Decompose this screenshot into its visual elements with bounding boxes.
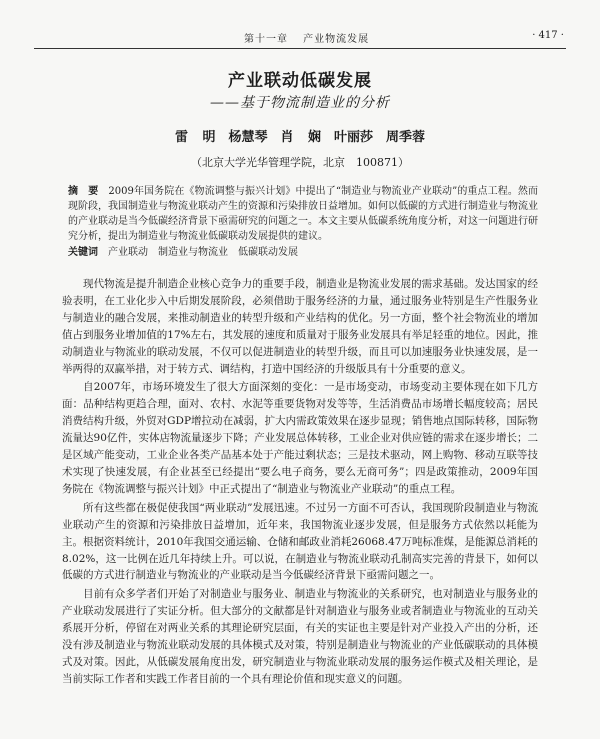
affiliation: （北京大学光华管理学院，北京 100871） [191,156,409,169]
running-header [34,30,566,49]
abstract-label: 摘 要 [68,186,99,197]
body-text [62,276,538,690]
page-number: · 417 · [532,30,564,41]
paragraph: 自2007年，市场环境发生了很大方面深刻的变化：一是市场变动，市场变动主要体现在如下几方面：品种结构更趋合理，面对、农村、水泥等重要货物对发等等，生活消费品市场增长幅度较高；居民消费结构升级，外贸对GDP增拉动在减弱，扩大内需政策效果在逐步显现；销售地点国际转移，国际物流量达90亿件，实体店物流量逐步下降；产业发展总体转移，工业企业对供应链的需求在逐步增长；二是区域产能变动，工业企业各类产品基本处于产能过剩状态；三是技术驱动，网上购物、移动互联等技术实现了快速发展，有企业甚至已经提出“要么电子商务，要么无商可务”；四是政策推动，2009年国务院在《物流调整与振兴计划》中正式提出了“制造业与物流业产业联动”的重点工程。 [62,381,538,495]
keywords-text: 产业联动 制造业与物流业 低碳联动发展 [108,247,298,258]
paragraph: 现代物流是提升制造企业核心竞争力的重要手段，制造业是物流业发展的需求基础。发达国家的经验表明，在工业化步入中后期发展阶段，必须借助于服务经济的力量，通过服务业特别是生产性服务业与制造业的融合发展，来推动制造业的转型升级和产业结构的优化。另一方面，整个社会物流业的增加值占到服务业增加值的17%左右，其发展的速度和质量对于服务业发展具有举足轻重的地位。因此，推动制造业与物流业的联动发展，不仅可以促进制造业的转型升级，而且可以加速服务业快速发展，是一举两得的双赢举措，对于转方式、调结构，打造中国经济的升级版具有十分重要的意义。 [62,278,538,375]
paragraph: 目前有众多学者们开始了对制造业与服务业、制造业与物流业的关系研究，也对制造业与服务业的产业联动发展进行了实证分析。但大部分的文献都是针对制造业与服务业或者制造业与物流业的互动关系展开分析，停留在对两业关系的其理论研究层面，有关的实证也主要是针对产业投入产出的分析，还没有涉及制造业与物流业联动发展的具体模式及对策，特别是制造业与物流业的产业低碳联动的具体模式及对策。因此，从低碳发展角度出发，研究制造业与物流业联动发展的服务运作模式及相关理论，是当前实际工作者和实践工作者目前的一个具有理论价值和现实意义的问题。 [62,588,538,685]
paper-title: 产业联动低碳发展 [228,71,372,91]
abstract-text: 2009年国务院在《物流调整与振兴计划》中提出了“制造业与物流业产业联动”的重点工程。然而现阶段，我国制造业与物流业联动产生的资源和污染排放日益增加。如何以低碳的方式进行制造业与物流业的产业联动是当今低碳经济背景下亟需研究的问题之一。本文主要从低碳系统角度分析，对这一问题进行研究分析，提出为制造业与物流业低碳联动发展提供的建议。 [68,186,539,242]
abstract [68,184,538,244]
paragraph: 所有这些都在极促使我国“两业联动”发展迅速。不过另一方面不可否认，我国现阶段制造业与物流业联动产生的资源和污染排放日益增加，近年来，我国物流业逐步发展，但是服务方式依然以耗能为主。根据资料统计，2010年我国交通运输、仓储和邮政业消耗26068.47万吨标准煤，是能源总消耗的8.02%，这一比例在近几年持续上升。可以说，在制造业与物流业联动孔制高实完善的背景下，如何以低碳的方式进行制造业与物流业的产业联动是当今低碳经济背景下亟需问题之一。 [62,501,538,582]
chapter-title: 第十一章 产业物流发展 [244,34,370,45]
paper-subtitle: ——基于物流制造业的分析 [210,95,390,111]
author-list: 雷 明 杨慧琴 肖 娴 叶丽莎 周季蓉 [174,130,426,145]
keywords [68,246,538,260]
keywords-label: 关键词 [68,247,98,258]
